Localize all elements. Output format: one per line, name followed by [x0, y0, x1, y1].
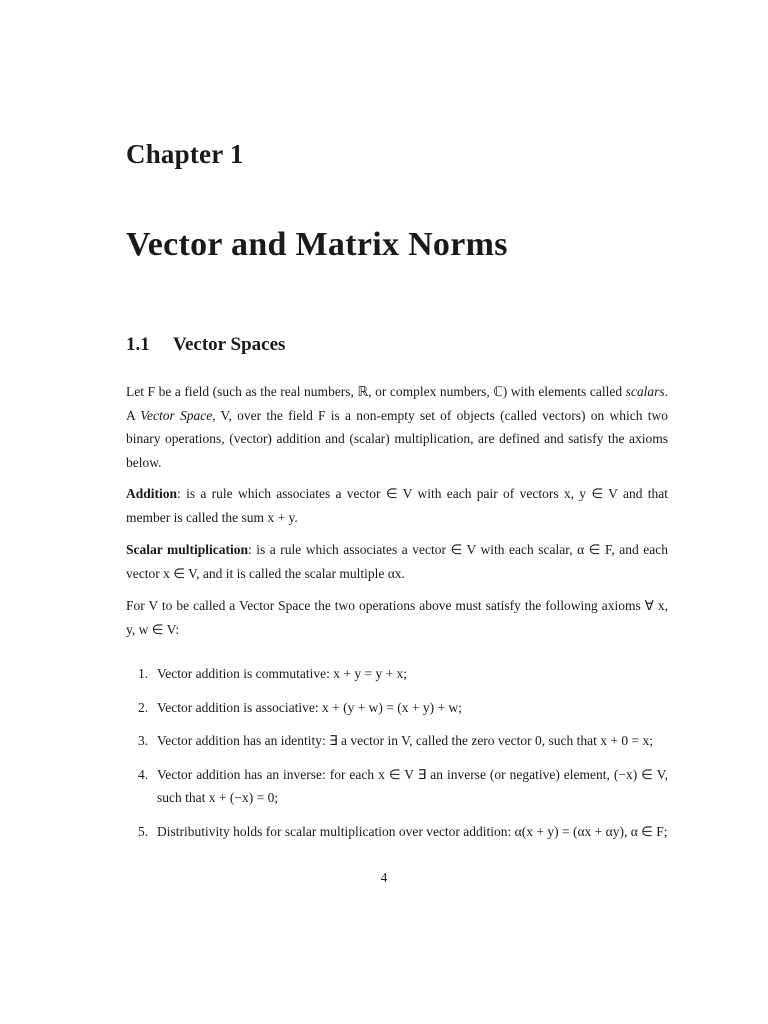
axiom-item	[138, 729, 668, 753]
axiom-text: Vector addition is commutative: x + y = y + x;	[157, 666, 408, 681]
axiom-item	[138, 696, 668, 720]
axiom-text: Vector addition has an identity: ∃ a vector in V, called the zero vector 0, such that x + 0 = x;	[157, 733, 653, 748]
addition-term: Addition	[126, 486, 178, 501]
axiom-number: 4.	[138, 766, 149, 782]
chapter-title: Vector and Matrix Norms	[126, 226, 508, 263]
axioms-intro-text: For V to be called a Vector Space the two operations above must satisfy the following axioms ∀ x, y, w ∈ V:	[126, 598, 668, 637]
scalar-multiplication-paragraph	[126, 538, 668, 585]
axiom-text: Vector addition has an inverse: for each x ∈ V ∃ an inverse (or negative) element, (−x) ∈ V, such that x + (−x) = 0;	[157, 766, 668, 805]
chapter-label: Chapter 1	[126, 139, 244, 169]
addition-text: : is a rule which associates a vector ∈ V with each pair of vectors x, y ∈ V and that member is called the sum x + y.	[126, 486, 668, 525]
section-title: Vector Spaces	[173, 334, 286, 355]
intro-text-3: , V, over the field F is a non-empty set of objects (called vectors) on which two binary operations, (vector) addition and (scalar) multiplication, are defined and satisfy the axioms below.	[126, 407, 668, 470]
axioms-intro-paragraph	[126, 594, 668, 641]
vector-space-term: Vector Space	[140, 407, 213, 423]
intro-text-1: Let F be a field (such as the real numbers, ℝ, or complex numbers, ℂ) with elements called	[126, 384, 626, 399]
scalar-multiplication-term: Scalar multiplication	[126, 542, 249, 557]
scalar-multiplication-text: : is a rule which associates a vector ∈ V with each scalar, α ∈ F, and each vector x ∈ V, and it is called the scalar multiple αx.	[126, 542, 668, 581]
axiom-number: 1.	[138, 666, 149, 681]
axiom-number: 2.	[138, 699, 149, 715]
axiom-item	[138, 763, 668, 810]
axioms-list	[138, 662, 668, 853]
axiom-text: Distributivity holds for scalar multiplication over vector addition: α(x + y) = (αx + αy), α ∈ F;	[157, 823, 668, 839]
intro-text-2: . A	[126, 384, 668, 423]
page-number: 4	[380, 870, 388, 885]
section-heading	[126, 334, 285, 356]
axiom-number: 5.	[138, 823, 149, 839]
axiom-item	[138, 662, 668, 686]
axiom-text: Vector addition is associative: x + (y + w) = (x + y) + w;	[157, 699, 463, 715]
section-number: 1.1	[126, 334, 150, 355]
axiom-number: 3.	[138, 733, 149, 748]
addition-paragraph	[126, 482, 668, 529]
intro-paragraph	[126, 380, 668, 474]
axiom-item	[138, 820, 668, 844]
scalars-term: scalars	[625, 384, 665, 399]
